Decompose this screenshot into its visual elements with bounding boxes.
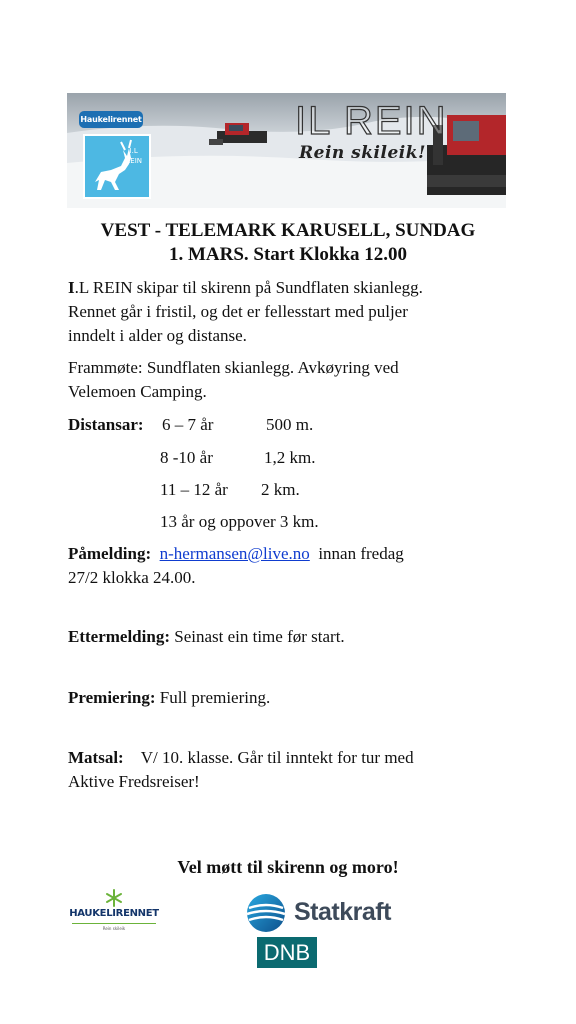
distance-age-2: 8 -10 år (160, 448, 213, 467)
intro-line-2: Rennet går i fristil, og det er fellesstart med puljer (68, 302, 408, 321)
distance-age-3: 11 – 12 år (160, 480, 228, 499)
distance-value-3: 2 km. (261, 480, 300, 499)
distance-age-1: 6 – 7 år (162, 415, 214, 434)
divider (72, 923, 156, 924)
premiering: Premiering: Full premiering. (68, 688, 271, 707)
intro-line-3: inndelt i alder og distanse. (68, 326, 247, 345)
matsal-line-2: Aktive Fredsreiser! (68, 772, 200, 791)
ettermelding: Ettermelding: Seinast ein time før start. (68, 627, 345, 646)
statkraft-globe-icon (244, 892, 288, 934)
pamelding-line-1: Påmelding: n-hermansen@live.no innan fredag (68, 544, 404, 563)
frammote-line-1: Frammøte: Sundflaten skianlegg. Avkøyring ved (68, 358, 399, 377)
intro-line-1: I.L REIN skipar til skirenn på Sundflaten skianlegg. (68, 278, 423, 297)
statkraft-name: Statkraft (294, 898, 391, 926)
matsal-line-1: Matsal: V/ 10. klasse. Går til inntekt for tur med (68, 748, 414, 767)
heading-line-1: VEST - TELEMARK KARUSELL, SUNDAG (100, 220, 476, 241)
heading-line-2: 1. MARS. Start Klokka 12.00 (168, 244, 408, 265)
snowflake-icon (68, 888, 160, 910)
email-link[interactable]: n-hermansen@live.no (159, 544, 310, 563)
header-banner (67, 93, 506, 208)
distance-age-4: 13 år og oppover 3 km. (160, 512, 319, 531)
banner-title: IL REIN (295, 99, 448, 143)
haukelirennet-sub: Rein skileik (102, 926, 126, 931)
banner-subtitle: Rein skileik! (299, 143, 426, 163)
frammote-line-2: Velemoen Camping. (68, 382, 207, 401)
pamelding-line-2: 27/2 klokka 24.00. (68, 568, 196, 587)
haukelirennet-logo: Haukelirennet (79, 111, 143, 128)
statkraft-logo (244, 892, 396, 934)
closing-text: Vel møtt til skirenn og moro! (177, 857, 399, 877)
distansar-label: Distansar: (68, 415, 144, 434)
distance-value-4: 3 km. (279, 512, 319, 531)
haukelirennet-name: HAUKELIRENNET (69, 908, 159, 919)
distance-value-2: 1,2 km. (264, 448, 316, 467)
dnb-logo: DNB (257, 937, 317, 968)
il-rein-logo (83, 134, 151, 199)
distance-value-1: 500 m. (266, 415, 314, 434)
il-rein-logo-text: I.L REIN (125, 147, 142, 165)
haukelirennet-sponsor-logo (68, 888, 160, 938)
